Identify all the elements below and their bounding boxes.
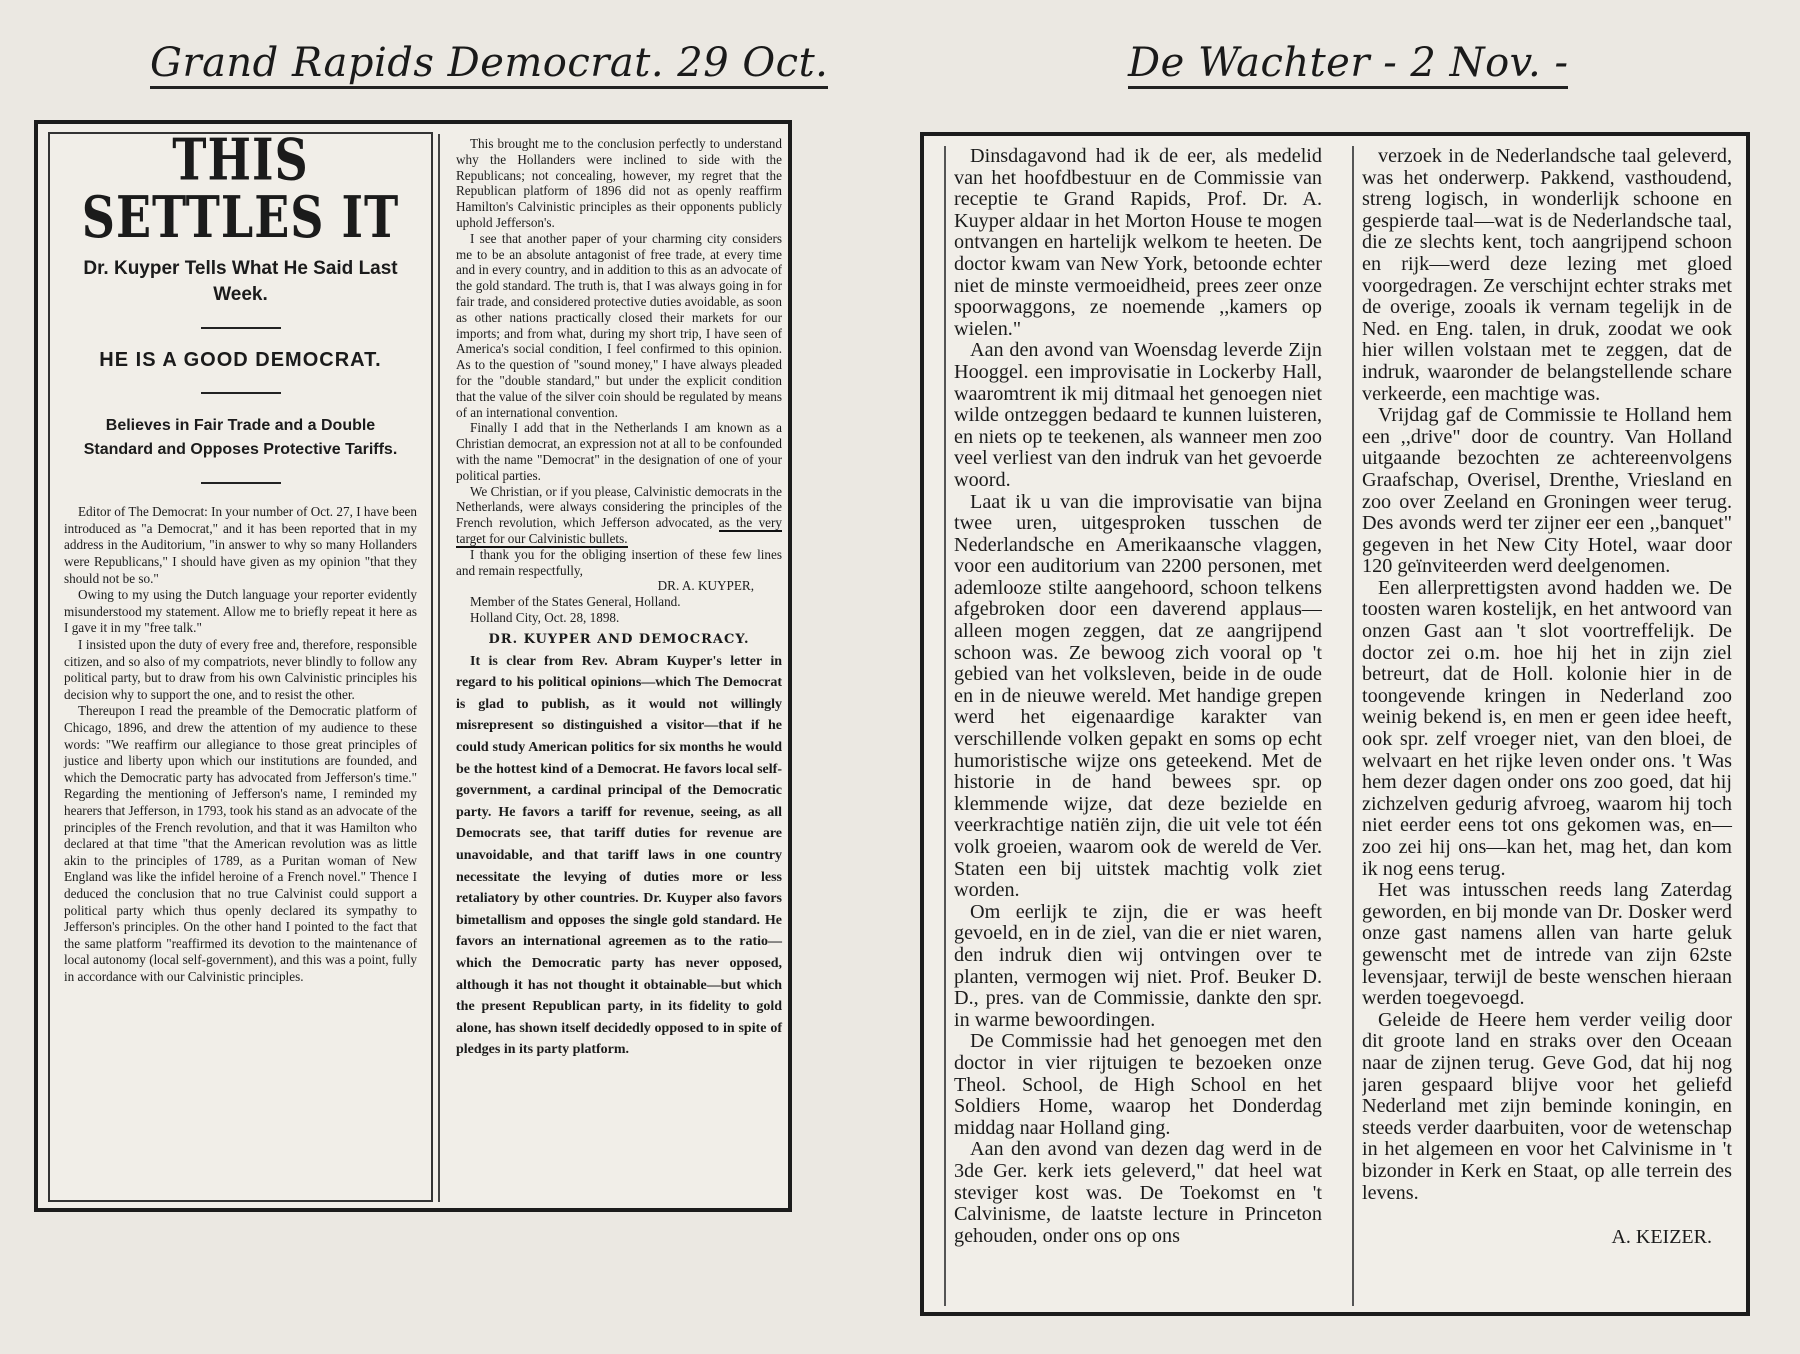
clipping-column-2: [450, 132, 786, 1202]
handwritten-caption-right: De Wachter - 2 Nov. -: [1128, 40, 1568, 89]
dateline: Holland City, Oct. 28, 1898.: [470, 609, 620, 625]
article-paragraph: I see that another paper of your charming city considers me to be an absolute antagonist of free trade, at every time and in every country, and in addition to this as an advocate of the gold standard. The truth is, that I was always going in for fair trade, and considered protective duties avoidable, as soon as other nations practically closed their markets for our imports; and from what, during my short trip, I have seen of America's social condition, I feel confirmed to this opinion. As to the question of "sound money," I have always pleaded for the "double standard," but under the explicit condition that the value of the silver coin should be regulated by means of an international convention.: [456, 230, 782, 420]
article-paragraph: Aan den avond van dezen dag werd in de 3de Ger. kerk iets geleverd," dat heel wat steviger kost was. De Toekomst en 't Calvinisme, de laatste lecture in Princeton gehouden, onder ons op ons: [954, 1138, 1322, 1247]
article-paragraph: Aan den avond van Woensdag leverde Zijn Hooggel. een improvisatie in Lockerby Hall, waaromtrent ik mij ditmaal het genoegen niet wilde ontzeggen bedaard te kunnen luisteren, en niets op te teekenen, als wanneer men zoo veel verliest van den indruk van het gevoerde woord.: [954, 339, 1322, 491]
clipping-column-1: [944, 146, 1322, 1306]
signature: DR. A. KUYPER,: [657, 578, 754, 594]
article-paragraph: De Commissie had het genoegen met den doctor in vier rijtuigen te bezoeken onze Theol. School, de High School en het Soldiers Home, waarop het Donderdag middag naar Holland ging.: [954, 1030, 1322, 1139]
article-paragraph: Vrijdag gaf de Commissie te Holland hem een ,,drive" door de country. Van Holland uitgaande bezochten ze achtereenvolgens Graafschap, Overisel, Drenthe, Vriesland en zoo over Zeeland en Groningen weer terug. Des avonds werd ter zijner eer een ,,banquet" gegeven in het New City Hotel, waar door 120 geïnviteerden werd deelgenomen.: [1362, 404, 1732, 578]
signature-title: Member of the States General, Holland.: [470, 594, 681, 610]
divider: [201, 482, 281, 484]
handwritten-caption-left: Grand Rapids Democrat. 29 Oct.: [150, 40, 828, 89]
article-paragraph: Dinsdagavond had ik de eer, als medelid van het hoofdbestuur en de Commissie van receptie te Grand Rapids, Prof. Dr. A. Kuyper aldaar in het Morton House te mogen ontvangen en hartelijk welkom te heeten. De doctor kwam van New York, betoonde echter niet de minste vermoeidheid, prees zeer onze spoorwaggons, ze noemende ,,kamers op wielen.": [954, 146, 1322, 340]
article-paragraph: [456, 484, 782, 547]
article-paragraph: Geleide de Heere hem verder veilig door dit groote land en straks over den Oceaan naar de zijnen terug. Geve God, dat hij nog jaren gespaard blijve voor het geliefd Nederland met zijn beminde koningin, en steeds verder daarbuiten, voor de wetenschap in het algemeen en voor het Calvinisme in 't bizonder in Kerk en Staat, op alle terrein des levens.: [1362, 1008, 1732, 1204]
subheadline: Dr. Kuyper Tells What He Said Last Week.: [83, 258, 398, 305]
clipping-column-2: [1362, 146, 1742, 1306]
article-paragraph: Een allerprettigsten avond hadden we. De toosten waren kostelijk, en het antwoord van onzen Gast aan 't slot voortreffelijk. De doctor zei o.m. hoe hij het in zijn ziel betreurt, dat de Holl. kolonie hier in de toongevende kringen in Nederland zoo weinig bekend is, en men er geen idee heeft, ook spr. zelf vroeger niet, van den bloei, de welvaart en het rijke leven onder ons. 't Was hem dezer dagen onder ons zoo goed, dat hij zichzelven gedurig afvroeg, waarom hij toch niet eerder eens tot ons gekomen was, en—zoo zei hij ons—kan het, mag het, dan kom ik nog eens terug.: [1362, 576, 1732, 880]
article-paragraph: Thereupon I read the preamble of the Democratic platform of Chicago, 1896, and drew the attention of my audience to these words: "We reaffirm our allegiance to those great principles of justice and liberty upon which our institutions are founded, and which the Democratic party has advocated from Jefferson's time." Regarding the mentioning of Jefferson's name, I reminded my hearers that Jefferson, in 1793, took his stand as an advocate of the principles of the French revolution, and that it was Hamilton who declared at that time "that the American revolution was as little akin to the principles of 1789, as a Puritan woman of New England was like the infidel heroine of a French novel." Thence I deduced the conclusion that no true Calvinist could support a political party which thus openly declared its sympathy to Jefferson's principles. On the other hand I pointed to the fact that the same platform "reaffirmed its devotion to the maintenance of local autonomy (local self-government), and this was a point, fully in accordance with our Calvinistic principles.: [64, 703, 417, 984]
clipping-column-1: [48, 132, 433, 1202]
subheadline-caps: HE IS A GOOD DEMOCRAT.: [99, 349, 382, 372]
article-paragraph: verzoek in de Nederlandsche taal geleverd, was het onderwerp. Pakkend, vasthoudend, streng logisch, in wonderlijk schoone en gespierde taal—wat is de Nederlandsche taal, die ze slechts kent, toch aangrijpend schoon en rijk—werd deze lezing met gloed voorgedragen. Ze verschijnt echter straks met de overige, zooals ik vernam tegelijk in de Ned. en Eng. talen, in druk, zoodat we ook hier willen volstaan met te zeggen, dat de indruk, waaronder de belangstellende schare verkeerde, een machtige was.: [1362, 146, 1732, 405]
article-paragraph: Het was intusschen reeds lang Zaterdag geworden, en bij monde van Dr. Dosker werd onze gast namens allen van harte geluk gewenscht met de intrede van zijn 62ste levensjaar, terwijl de beste wenschen hieraan werden toegevoegd.: [1362, 879, 1732, 1010]
column-rule: [438, 134, 440, 1202]
article-paragraph: This brought me to the conclusion perfectly to understand why the Hollanders were inclined to side with the Republicans; not concealing, however, my regret that the Republican platform of 1896 did not as openly reaffirm Hamilton's Calvinistic principles as their opponents publicly uphold Jefferson's.: [456, 136, 782, 230]
article-paragraph: Laat ik u van die improvisatie van bijna twee uren, uitgesproken tusschen de Nederlandsche en Amerikaansche vlaggen, voor een auditorium van 2200 personen, met ademlooze stilte aangehoord, schoon telkens afgebroken door een daverend applaus—alleen mogen zeggen, dat ze aangrijpend schoon was. Ze bewoog zich vooral op 't gebied van het volksleven, beide in de oude en in de nieuwe wereld. Met handige grepen werd het eigenaardige karakter van verschillende volken gepakt en soms op echt humoristische wijze ons geteekend. Met de historie in de hand bewees spr. op klemmende wijze, dat deze bezielde en veerkrachtige natiën zijn, die uit vele tot één volk groeien, waarom ook de wereld de Ver. Staten een bij uitstek machtig volk ziet worden.: [954, 490, 1322, 902]
divider: [201, 327, 281, 329]
article-paragraph: I thank you for the obliging insertion of these few lines and remain respectfully,: [456, 546, 782, 578]
article-paragraph: Om eerlijk te zijn, die er was heeft gevoeld, en in de ziel, van die er niet waren, den indruk dien wij ontvingen over te planten, vermogen wij niet. Prof. Beuker D. D., pres. van de Commissie, dankte den spr. in warme bewoordingen.: [954, 900, 1322, 1031]
article-paragraph: Finally I add that in the Netherlands I am known as a Christian democrat, an expression not at all to be confounded with the name "Democrat" in the designation of one of your political parties.: [456, 420, 782, 483]
article-paragraph: Editor of The Democrat: In your number of Oct. 27, I have been introduced as "a Democrat," and it has been reported that in my address in the Auditorium, "in answer to why so many Hollanders were Republicans," I should have given as my opinion "that they should not be so.": [64, 504, 417, 586]
deck-summary: Believes in Fair Trade and a Double Standard and Opposes Protective Tariffs.: [83, 417, 398, 459]
divider: [201, 392, 281, 394]
dutch-newspaper-clipping: [920, 132, 1750, 1316]
editorial-paragraph: It is clear from Rev. Abram Kuyper's letter in regard to his political opinions—which The Democrat is glad to publish, as it would not willingly misrepresent so distinguished a visitor—that if he could study American politics for six months he would be the hottest kind of a Democrat. He favors local self-government, a cardinal principal of the Democratic party. He favors a tariff for revenue, seeing, as all Democrats see, that tariff duties for revenue are unavoidable, and that tariff laws in one country necessitate the levying of duties more or less retaliatory by other countries. Dr. Kuyper also favors bimetallism and opposes the single gold standard. He favors an international agreemen as to the ratio—which the Democratic party has never opposed, although it has not thought it obtainable—but which the present Republican party, in its fidelity to gold alone, has shown itself decidedly opposed to in spite of pledges in its party platform.: [456, 653, 782, 1058]
section-heading: DR. KUYPER AND DEMOCRACY.: [488, 631, 750, 647]
article-paragraph: I insisted upon the duty of every free and, therefore, responsible citizen, and so also of my compatriots, never blindly to follow any political party, but to draw from his own Calvinistic principles his decision why to support the one, and to resist the other.: [64, 637, 417, 702]
headline: THIS SETTLES IT: [81, 132, 400, 251]
english-newspaper-clipping: [34, 120, 792, 1212]
underlined-text: as the very target for our Calvinistic bullets.: [456, 515, 783, 546]
paragraph-text: We Christian, or if you please, Calvinistic democrats in the Netherlands, were always considering the principles of the French revolution, which Jefferson advocated,: [456, 483, 782, 531]
column-rule: [1352, 146, 1354, 1306]
signature: A. KEIZER.: [1611, 1226, 1712, 1249]
article-paragraph: Owing to my using the Dutch language your reporter evidently misunderstood my statement. Allow me to briefly repeat it here as I gave it in my "free talk.": [64, 587, 417, 636]
